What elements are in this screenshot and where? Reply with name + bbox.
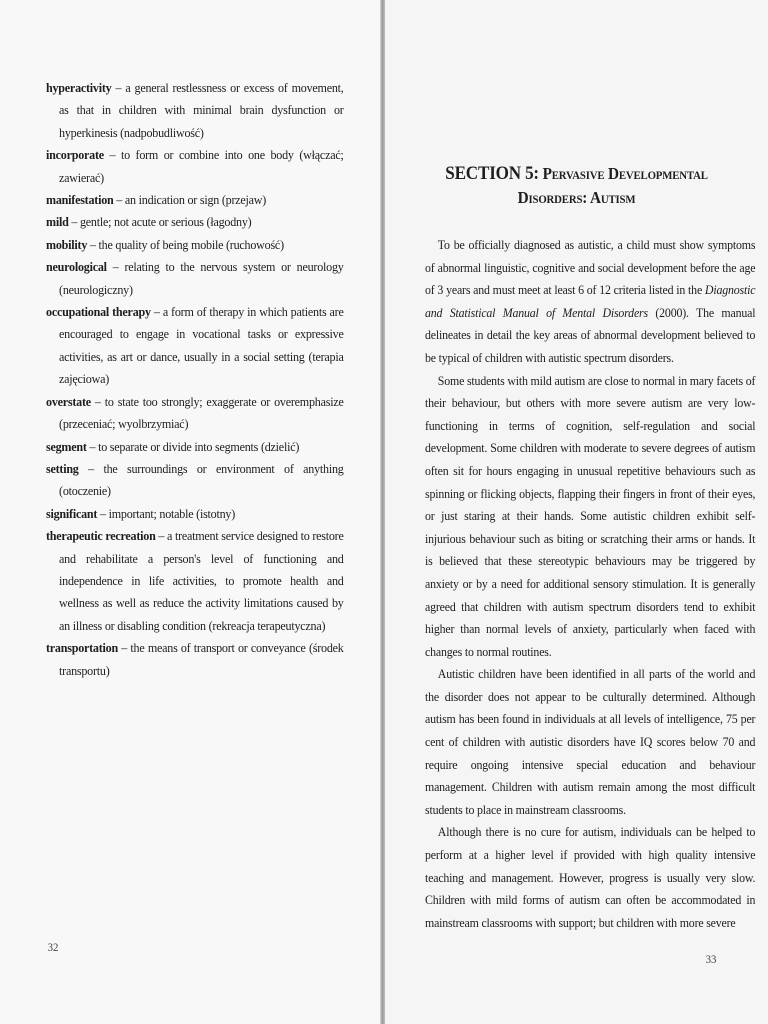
glossary-definition: – an indication or sign (przejaw) xyxy=(113,192,267,208)
section-title: Pervasive Developmental Disorders: Autism xyxy=(517,164,708,207)
glossary-entry xyxy=(46,525,344,637)
glossary-term: segment xyxy=(46,438,87,454)
glossary-definition: – to state too strongly; exaggerate or overemphasize (przeceniać; wyolbrzymiać) xyxy=(59,393,344,432)
glossary-entry xyxy=(46,503,344,525)
glossary-term: overstate xyxy=(46,393,91,409)
glossary-term: transportation xyxy=(46,640,118,656)
glossary-entry xyxy=(46,256,344,301)
glossary-entry xyxy=(46,234,344,256)
glossary-entry xyxy=(46,637,344,682)
section-label: SECTION 5: xyxy=(445,163,539,184)
page-number: 32 xyxy=(47,940,59,954)
section-heading xyxy=(422,162,731,210)
glossary-entry xyxy=(46,77,344,144)
glossary-term: manifestation xyxy=(46,192,114,208)
glossary-definition: – a general restlessness or excess of movement, as that in children with minimal brain dysfunction or hyperkinesis (nadpobudliwość) xyxy=(59,80,344,140)
glossary-definition: – to form or combine into one body (włączać; zawierać) xyxy=(59,147,344,185)
glossary-term: incorporate xyxy=(46,147,104,163)
glossary-term: mobility xyxy=(46,236,88,252)
glossary-list xyxy=(46,77,344,682)
glossary-definition: – the surroundings or environment of anything (otoczenie) xyxy=(59,460,344,499)
glossary-definition: – the quality of being mobile (ruchowość) xyxy=(87,236,284,252)
glossary-term: significant xyxy=(46,505,98,521)
glossary-definition: – relating to the nervous system or neurology (neurologiczny) xyxy=(59,259,344,297)
glossary-entry xyxy=(46,189,344,211)
glossary-entry xyxy=(46,211,344,233)
page-number: 33 xyxy=(705,952,717,966)
glossary-entry xyxy=(46,391,344,436)
section-body xyxy=(425,234,755,934)
body-paragraph: Some students with mild autism are close to normal in mary facets of their behaviour, but others with more severe autism are very low-functioning in terms of cognition, self-regulation and social development. Some children with moderate to severe degrees of autism often sit for hours engaging in unusual repetitive behaviours such as spinning or flicking objects, flapping their fingers in front of their eyes, or just staring at their hands. Some autistic children exhibit self-injurious behaviour such as biting or scratching their arms or hands. It is believed that these stereotypic behaviours may be triggered by anxiety or by a need for additional sensory stimulation. It is generally agreed that children with autism spectrum disorders tend to exhibit higher than normal levels of anxiety, particularly when faced with changes to normal routines. xyxy=(425,372,756,659)
glossary-term: mild xyxy=(46,214,69,230)
book-title: Diagnostic and Statistical Manual of Mental Disorders xyxy=(425,282,756,320)
glossary-entry xyxy=(46,301,344,391)
glossary-term: therapeutic recreation xyxy=(46,528,156,544)
glossary-definition: – to separate or divide into segments (dzielić) xyxy=(86,438,300,454)
glossary-definition: – a treatment service designed to restore and rehabilitate a person's level of functioning and independence in life activities, to promote health and wellness as well as reduce the activity limitations caused by an illness or disabling condition (rekreacja terapeutyczna) xyxy=(59,528,344,633)
glossary-definition: – gentle; not acute or serious (łagodny) xyxy=(68,214,252,230)
glossary-entry xyxy=(46,144,344,189)
glossary-definition: – important; notable (istotny) xyxy=(97,505,236,521)
left-page xyxy=(0,0,380,1024)
body-paragraph: To be officially diagnosed as autistic, a child must show symptoms of abnormal linguistic, cognitive and social development before the age of 3 years and must meet at least 6 of 12 criteria listed in the Diagnostic and Statistical Manual of Mental Disorders (2000). The manual delineates in detail the key areas of abnormal development believed to be typical of children with autistic spectrum disorders. xyxy=(425,237,756,365)
glossary-entry xyxy=(46,436,344,458)
glossary-definition: – a form of therapy in which patients are encouraged to engage in vocational tasks or expressive activities, as art or dance, usually in a social setting (terapia zajęciowa) xyxy=(59,304,344,387)
glossary-term: occupational therapy xyxy=(46,304,151,320)
glossary-term: setting xyxy=(46,460,79,476)
body-paragraph: Although there is no cure for autism, individuals can be helped to perform at a higher level if provided with high quality intensive teaching and management. However, progress is usually very slow. Children with mild forms of autism can often be accommodated in mainstream classrooms with support; but children with more severe xyxy=(425,824,756,930)
glossary-entry xyxy=(46,458,344,503)
glossary-term: hyperactivity xyxy=(46,80,112,95)
right-page xyxy=(385,0,768,1024)
body-paragraph: Autistic children have been identified in all parts of the world and the disorder does not appear to be culturally determined. Although autism has been found in individuals at all levels of intelligence, 75 per cent of children with autistic disorders have IQ scores below 70 and require ongoing intensive special education and behaviour management. Children with autism remain among the most difficult students to place in mainstream classrooms. xyxy=(425,666,756,817)
glossary-definition: – the means of transport or conveyance (środek transportu) xyxy=(59,640,344,678)
glossary-term: neurological xyxy=(46,259,107,275)
